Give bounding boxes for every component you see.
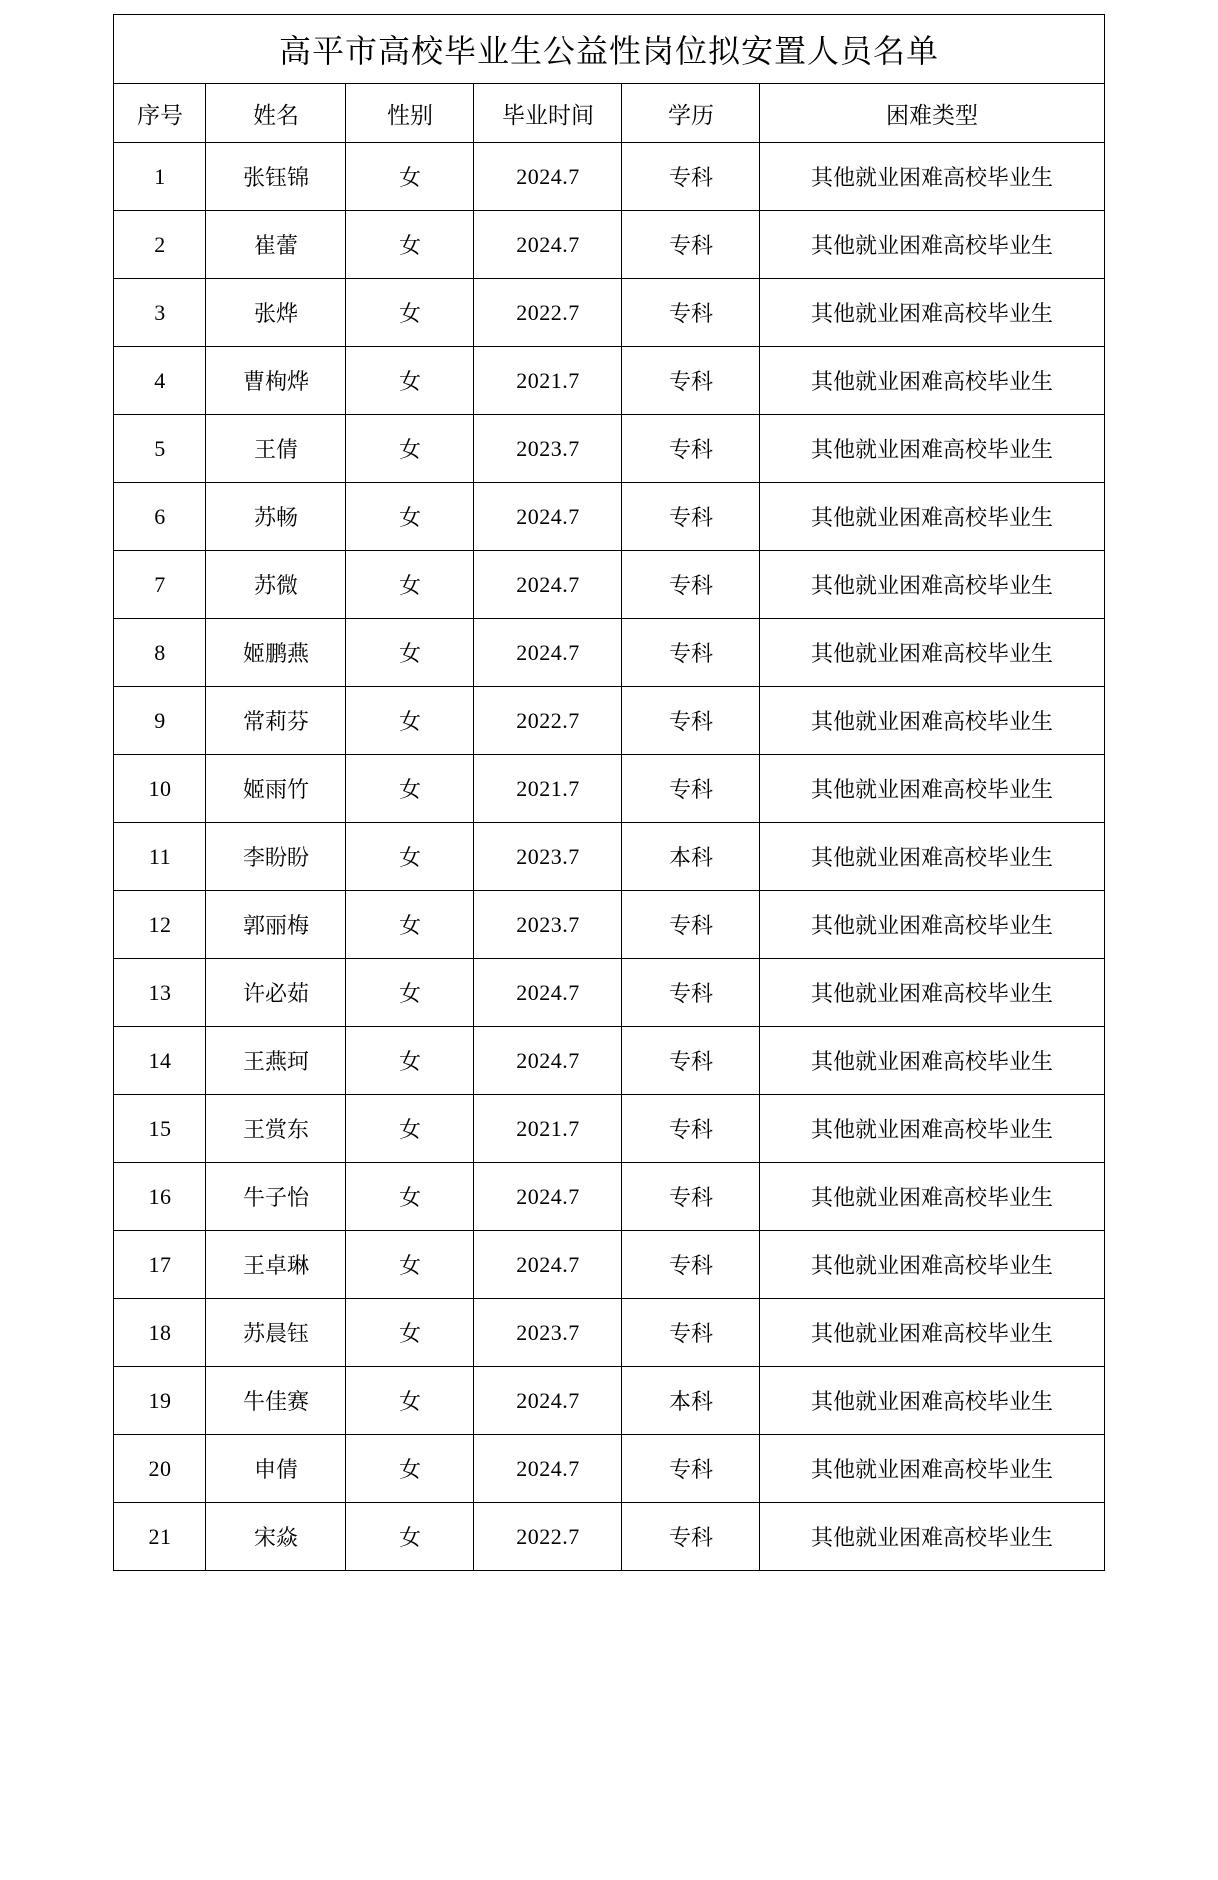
cell-name: 郭丽梅	[206, 891, 346, 959]
cell-edu: 专科	[622, 211, 760, 279]
cell-diff: 其他就业困难高校毕业生	[760, 1163, 1104, 1231]
table-row	[114, 483, 1104, 551]
cell-name: 牛佳赛	[206, 1367, 346, 1435]
cell-edu: 专科	[622, 1299, 760, 1367]
cell-gender: 女	[346, 959, 474, 1027]
cell-edu: 专科	[622, 483, 760, 551]
cell-index: 7	[114, 551, 206, 619]
cell-index: 10	[114, 755, 206, 823]
cell-name: 李盼盼	[206, 823, 346, 891]
cell-diff: 其他就业困难高校毕业生	[760, 551, 1104, 619]
cell-index: 11	[114, 823, 206, 891]
cell-edu: 专科	[622, 143, 760, 211]
cell-grad: 2024.7	[474, 959, 622, 1027]
cell-gender: 女	[346, 211, 474, 279]
roster-table-body	[114, 15, 1104, 1571]
cell-grad: 2022.7	[474, 687, 622, 755]
table-row	[114, 1027, 1104, 1095]
cell-name: 崔蕾	[206, 211, 346, 279]
cell-index: 12	[114, 891, 206, 959]
table-row	[114, 1163, 1104, 1231]
cell-diff: 其他就业困难高校毕业生	[760, 1095, 1104, 1163]
cell-index: 13	[114, 959, 206, 1027]
cell-grad: 2024.7	[474, 1367, 622, 1435]
cell-diff: 其他就业困难高校毕业生	[760, 1231, 1104, 1299]
table-row	[114, 551, 1104, 619]
cell-gender: 女	[346, 755, 474, 823]
cell-index: 2	[114, 211, 206, 279]
cell-name: 宋焱	[206, 1503, 346, 1571]
cell-diff: 其他就业困难高校毕业生	[760, 415, 1104, 483]
cell-diff: 其他就业困难高校毕业生	[760, 959, 1104, 1027]
table-row	[114, 687, 1104, 755]
cell-grad: 2021.7	[474, 1095, 622, 1163]
cell-name: 申倩	[206, 1435, 346, 1503]
cell-edu: 专科	[622, 619, 760, 687]
table-row	[114, 1503, 1104, 1571]
cell-grad: 2023.7	[474, 1299, 622, 1367]
cell-grad: 2023.7	[474, 415, 622, 483]
table-row	[114, 959, 1104, 1027]
cell-gender: 女	[346, 1367, 474, 1435]
cell-name: 曹栒烨	[206, 347, 346, 415]
cell-gender: 女	[346, 1435, 474, 1503]
cell-edu: 专科	[622, 1095, 760, 1163]
table-row	[114, 143, 1104, 211]
cell-diff: 其他就业困难高校毕业生	[760, 347, 1104, 415]
cell-index: 20	[114, 1435, 206, 1503]
cell-edu: 本科	[622, 823, 760, 891]
cell-gender: 女	[346, 823, 474, 891]
table-header-row	[114, 84, 1104, 143]
cell-index: 16	[114, 1163, 206, 1231]
cell-name: 张烨	[206, 279, 346, 347]
table-row	[114, 415, 1104, 483]
cell-name: 王倩	[206, 415, 346, 483]
column-header-name: 姓名	[206, 84, 346, 143]
table-row	[114, 891, 1104, 959]
cell-grad: 2024.7	[474, 143, 622, 211]
cell-grad: 2024.7	[474, 1027, 622, 1095]
cell-diff: 其他就业困难高校毕业生	[760, 1299, 1104, 1367]
cell-name: 常莉芬	[206, 687, 346, 755]
table-row	[114, 1231, 1104, 1299]
cell-gender: 女	[346, 1299, 474, 1367]
cell-edu: 专科	[622, 1163, 760, 1231]
cell-grad: 2021.7	[474, 755, 622, 823]
cell-edu: 专科	[622, 891, 760, 959]
cell-index: 19	[114, 1367, 206, 1435]
cell-edu: 专科	[622, 279, 760, 347]
cell-grad: 2024.7	[474, 1435, 622, 1503]
cell-gender: 女	[346, 891, 474, 959]
roster-table	[113, 14, 1104, 1571]
cell-edu: 专科	[622, 959, 760, 1027]
table-row	[114, 755, 1104, 823]
cell-diff: 其他就业困难高校毕业生	[760, 1503, 1104, 1571]
cell-name: 苏晨钰	[206, 1299, 346, 1367]
cell-gender: 女	[346, 687, 474, 755]
table-row	[114, 823, 1104, 891]
cell-grad: 2024.7	[474, 1231, 622, 1299]
cell-edu: 专科	[622, 755, 760, 823]
table-row	[114, 211, 1104, 279]
title-row	[114, 15, 1104, 84]
cell-index: 17	[114, 1231, 206, 1299]
table-row	[114, 1299, 1104, 1367]
cell-gender: 女	[346, 415, 474, 483]
table-row	[114, 1435, 1104, 1503]
cell-name: 王燕珂	[206, 1027, 346, 1095]
cell-diff: 其他就业困难高校毕业生	[760, 143, 1104, 211]
table-row	[114, 347, 1104, 415]
cell-grad: 2022.7	[474, 1503, 622, 1571]
cell-name: 苏微	[206, 551, 346, 619]
cell-edu: 专科	[622, 551, 760, 619]
cell-gender: 女	[346, 1095, 474, 1163]
cell-grad: 2024.7	[474, 211, 622, 279]
cell-edu: 专科	[622, 1503, 760, 1571]
cell-index: 15	[114, 1095, 206, 1163]
cell-edu: 专科	[622, 687, 760, 755]
cell-gender: 女	[346, 1503, 474, 1571]
cell-name: 姬鹏燕	[206, 619, 346, 687]
cell-grad: 2024.7	[474, 1163, 622, 1231]
cell-gender: 女	[346, 1231, 474, 1299]
cell-index: 1	[114, 143, 206, 211]
column-header-gender: 性别	[346, 84, 474, 143]
column-header-edu: 学历	[622, 84, 760, 143]
cell-gender: 女	[346, 551, 474, 619]
cell-index: 8	[114, 619, 206, 687]
cell-index: 6	[114, 483, 206, 551]
cell-gender: 女	[346, 347, 474, 415]
cell-grad: 2022.7	[474, 279, 622, 347]
cell-diff: 其他就业困难高校毕业生	[760, 755, 1104, 823]
cell-gender: 女	[346, 619, 474, 687]
cell-edu: 专科	[622, 1231, 760, 1299]
cell-name: 许必茹	[206, 959, 346, 1027]
cell-grad: 2024.7	[474, 619, 622, 687]
cell-diff: 其他就业困难高校毕业生	[760, 619, 1104, 687]
cell-name: 王卓琳	[206, 1231, 346, 1299]
cell-diff: 其他就业困难高校毕业生	[760, 687, 1104, 755]
cell-gender: 女	[346, 279, 474, 347]
cell-grad: 2024.7	[474, 551, 622, 619]
cell-diff: 其他就业困难高校毕业生	[760, 891, 1104, 959]
cell-diff: 其他就业困难高校毕业生	[760, 211, 1104, 279]
cell-diff: 其他就业困难高校毕业生	[760, 483, 1104, 551]
column-header-grad: 毕业时间	[474, 84, 622, 143]
cell-name: 王赏东	[206, 1095, 346, 1163]
cell-grad: 2023.7	[474, 891, 622, 959]
cell-gender: 女	[346, 1027, 474, 1095]
cell-diff: 其他就业困难高校毕业生	[760, 823, 1104, 891]
cell-edu: 专科	[622, 347, 760, 415]
table-row	[114, 619, 1104, 687]
cell-index: 5	[114, 415, 206, 483]
table-row	[114, 279, 1104, 347]
cell-gender: 女	[346, 483, 474, 551]
cell-name: 牛子怡	[206, 1163, 346, 1231]
cell-diff: 其他就业困难高校毕业生	[760, 1435, 1104, 1503]
cell-index: 18	[114, 1299, 206, 1367]
cell-grad: 2024.7	[474, 483, 622, 551]
cell-gender: 女	[346, 143, 474, 211]
cell-name: 姬雨竹	[206, 755, 346, 823]
cell-diff: 其他就业困难高校毕业生	[760, 279, 1104, 347]
cell-index: 4	[114, 347, 206, 415]
cell-index: 9	[114, 687, 206, 755]
table-row	[114, 1367, 1104, 1435]
column-header-diff: 困难类型	[760, 84, 1104, 143]
cell-edu: 本科	[622, 1367, 760, 1435]
page-title: 高平市高校毕业生公益性岗位拟安置人员名单	[114, 15, 1104, 84]
cell-edu: 专科	[622, 1435, 760, 1503]
cell-index: 14	[114, 1027, 206, 1095]
cell-diff: 其他就业困难高校毕业生	[760, 1027, 1104, 1095]
cell-grad: 2023.7	[474, 823, 622, 891]
column-header-index: 序号	[114, 84, 206, 143]
cell-name: 张钰锦	[206, 143, 346, 211]
cell-index: 3	[114, 279, 206, 347]
cell-edu: 专科	[622, 1027, 760, 1095]
table-row	[114, 1095, 1104, 1163]
cell-gender: 女	[346, 1163, 474, 1231]
cell-grad: 2021.7	[474, 347, 622, 415]
cell-name: 苏畅	[206, 483, 346, 551]
cell-index: 21	[114, 1503, 206, 1571]
cell-edu: 专科	[622, 415, 760, 483]
cell-diff: 其他就业困难高校毕业生	[760, 1367, 1104, 1435]
